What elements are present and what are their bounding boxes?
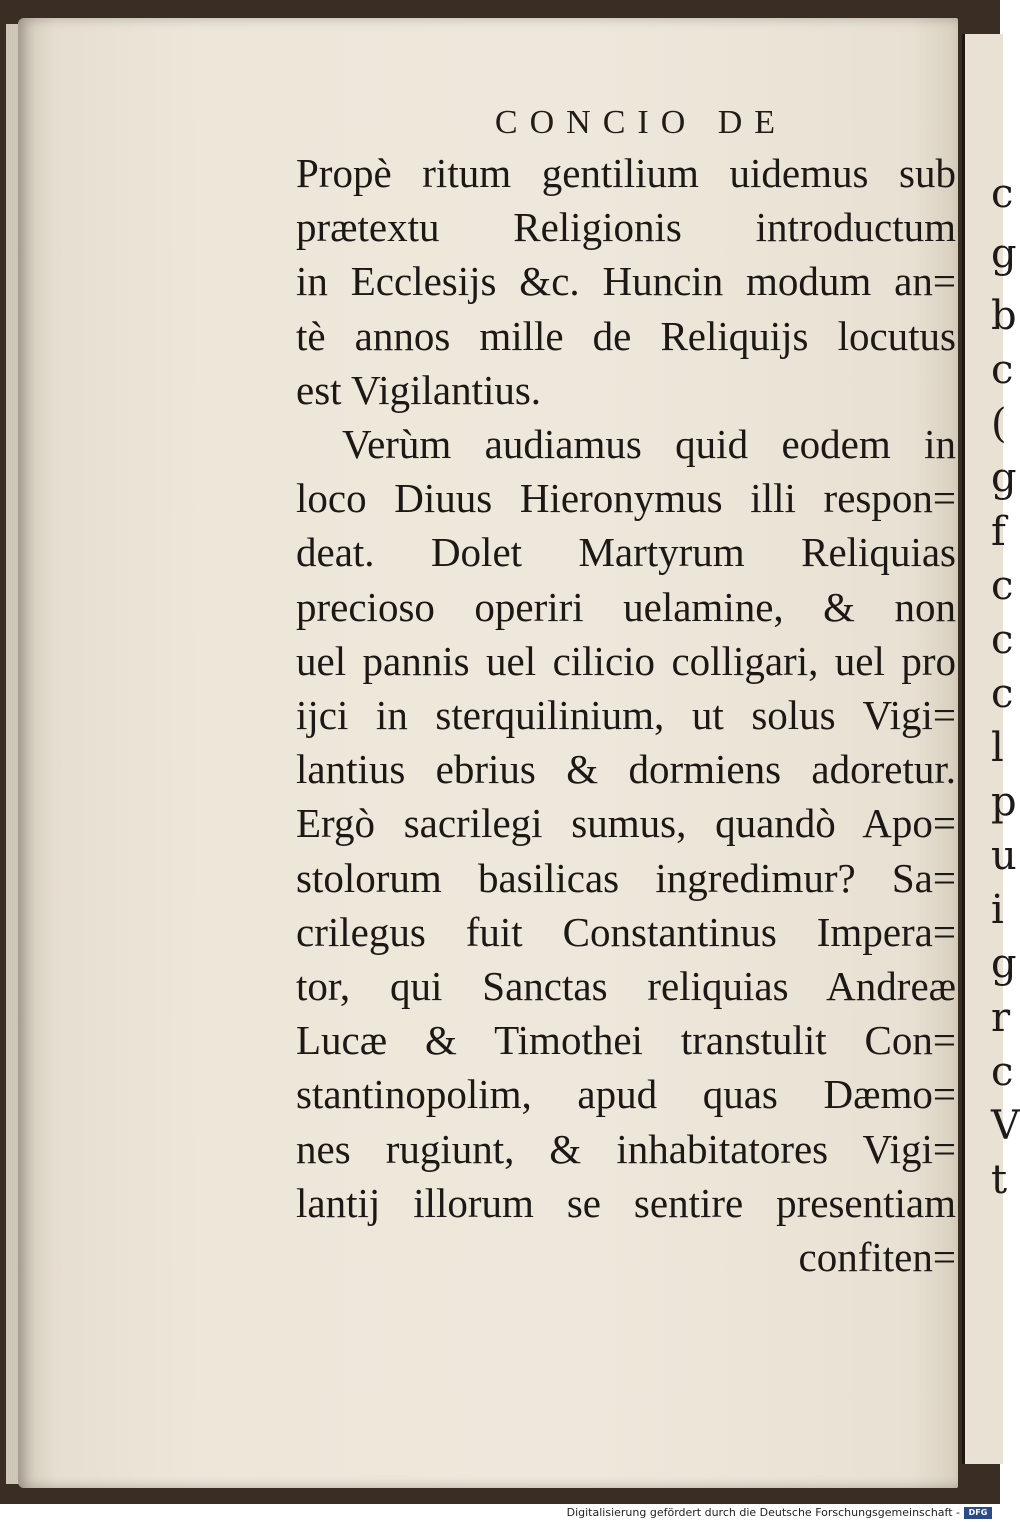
next-page-fragment: u [991,833,1017,879]
next-page-fragment: l [991,725,1004,771]
running-head: CONCIO DE [494,104,788,141]
text-line: stantinopolim, apud quas Dæmo= [296,1071,956,1118]
next-page-fragment: p [991,779,1017,825]
next-page-fragment: g [991,941,1017,987]
next-page-fragment: r [991,995,1011,1041]
next-page-fragment: c [991,171,1014,217]
text-line: loco Diuus Hieronymus illi respon= [296,475,956,522]
text-line: Lucæ & Timothei transtulit Con= [296,1017,956,1064]
text-line: tè annos mille de Reliquijs locutus [296,312,956,359]
text-line: Ergò sacrilegi sumus, quandò Apo= [296,800,956,847]
text-line: stolorum basilicas ingredimur? Sa= [296,854,956,901]
text-line: est Vigilantius. [296,366,542,413]
next-page-fragment: V [991,1103,1020,1149]
text-line: uel pannis uel cilicio colligari, uel pro [296,637,956,684]
digitization-footer [0,1504,1000,1522]
text-line: ijci in sterquilinium, ut solus Vigi= [296,692,956,739]
text-line: crilegus fuit Constantinus Impera= [296,908,956,955]
footer-credit: Digitalisierung gefördert durch die Deutsche Forschungsgemeinschaft - [566,1506,960,1519]
text-line: Verùm audiamus quid eodem in [342,421,956,468]
next-page-fragment: c [991,347,1014,393]
text-line: in Ecclesijs &c. Huncin modum an= [296,258,956,305]
catchword: confiten= [798,1234,956,1281]
text-block [296,100,956,1284]
text-line: precioso operiri uelamine, & non [296,583,956,630]
next-page-fragment: b [991,293,1017,339]
next-page-edge [962,34,1020,1464]
text-line: lantij illorum se sentire presentiam [296,1179,956,1226]
text-line: Propè ritum gentilium uidemus sub [296,150,956,196]
text-line: deat. Dolet Martyrum Reliquias [296,529,956,576]
next-page-fragment: g [991,231,1017,277]
text-line: nes rugiunt, & inhabitatores Vigi= [296,1125,956,1172]
next-page-fragment: c [991,1049,1014,1095]
next-page-fragment: c [991,563,1014,609]
text-line: lantius ebrius & dormiens adoretur. [296,746,956,793]
next-page-fragment: ( [991,401,1007,447]
dfg-logo: DFG [964,1507,992,1519]
text-line: prætextu Religionis introductum [296,204,956,251]
next-page-fragment: c [991,617,1014,663]
next-page-fragment: f [991,509,1006,555]
next-page-fragment: t [991,1157,1008,1203]
next-page-fragment: g [991,455,1017,501]
text-line: tor, qui Sanctas reliquias Andreæ [296,963,956,1010]
next-page-fragment: i [991,887,1004,933]
next-page-fragment: c [991,671,1014,717]
